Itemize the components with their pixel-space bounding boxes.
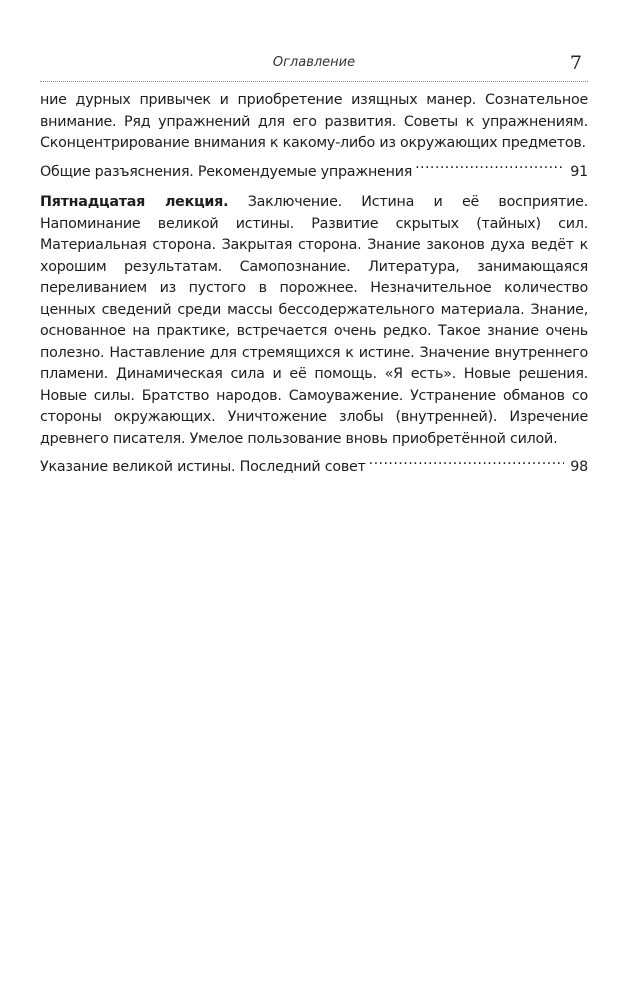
page-header	[40, 53, 588, 79]
toc-entry-text: Заключение. Истина и её восприятие. Напоминание великой истины. Развитие скрытых (тайных) сил. Материальная сторона. Закрытая сторона. Знание законов духа ведёт к хорошим результатам. Самопознание. Литература, занимающаяся переливанием из пустого в порожнее. Незначительное количество ценных сведений среди массы бессодержательного материала. Знание, основанное на практике, встречается очень редко. Такое знание очень полезно. Наставление для стремящихся к истине. Значение внутреннего пламени. Динамическая сила и её помощь. «Я есть». Новые решения. Новые силы. Братство народов. Самоуважение. Устранение обманов со стороны окружающих. Уничтожение злобы (внутренней). Изречение древнего писателя. Умелое пользование вновь приобретённой силой.	[40, 194, 588, 447]
toc-entry-text: ние дурных привычек и приобретение изящных манер. Сознательное внимание. Ряд упражнений для его развития. Советы к упражнениям. Сконцентрирование внимания к какому-либо из окружающих предметов.	[40, 92, 588, 151]
toc-entry	[40, 192, 588, 479]
toc-entry-last-text: Общие разъяснения. Рекомендуемые упражнения	[40, 163, 413, 180]
toc-entry-last-text: Указание великой истины. Последний совет	[40, 459, 366, 475]
toc-entry	[40, 90, 588, 183]
dot-leader	[415, 155, 564, 176]
toc-page-number: 98	[570, 459, 588, 475]
dot-leader	[369, 450, 565, 471]
toc-page-number: 91	[570, 163, 588, 180]
running-head: Оглавление	[272, 55, 356, 70]
toc-entry-title: Пятнадцатая лекция.	[40, 194, 229, 210]
table-of-contents	[40, 90, 588, 479]
page-number: 7	[569, 52, 582, 74]
toc-entry-last-line	[40, 155, 588, 184]
header-divider	[40, 81, 588, 82]
toc-entry-last-line	[40, 450, 588, 479]
